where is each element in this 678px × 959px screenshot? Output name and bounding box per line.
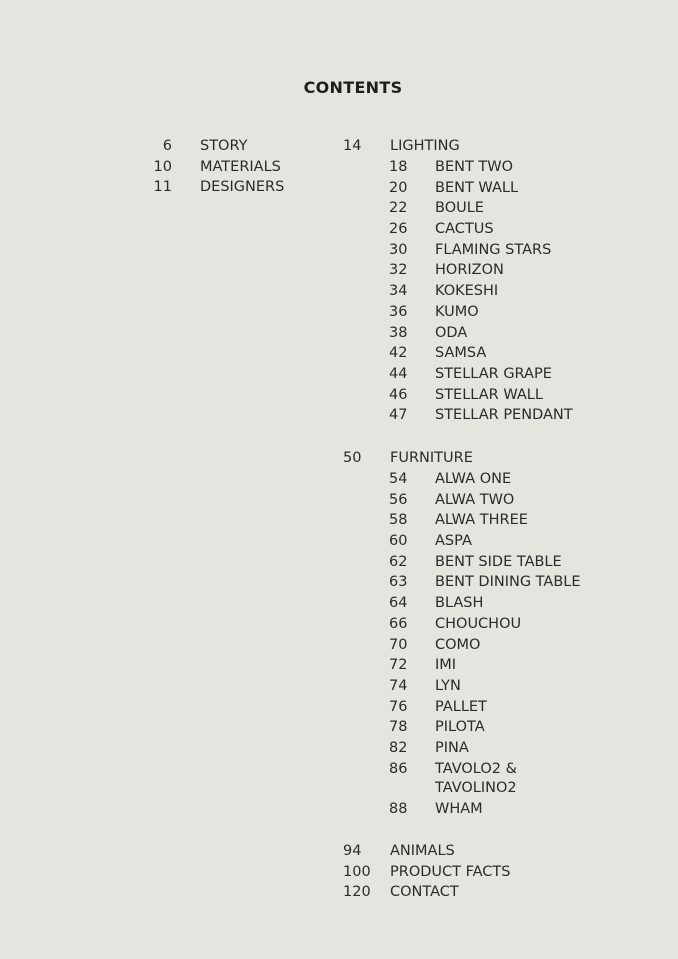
- entry-label: CACTUS: [435, 221, 494, 238]
- entry-label: ALWA THREE: [435, 512, 528, 529]
- entry-label: PALLET: [435, 698, 487, 715]
- page-number: 64: [389, 595, 408, 612]
- entry-label: STORY: [200, 138, 248, 154]
- entry-label: MATERIALS: [200, 158, 281, 175]
- entry-label: ODA: [435, 324, 468, 341]
- entry-label: BLASH: [435, 595, 484, 612]
- page-number: 63: [389, 574, 408, 591]
- page-number: 10: [153, 158, 172, 175]
- page-number: 100: [343, 863, 371, 880]
- page-number: 86: [389, 760, 408, 777]
- page-number: 82: [389, 739, 408, 756]
- entry-label: ALWA TWO: [435, 491, 515, 508]
- entry-label: BENT DINING TABLE: [435, 574, 581, 591]
- entry-label: STELLAR WALL: [435, 386, 543, 403]
- entry-label: PINA: [435, 739, 469, 756]
- entry-label: STELLAR PENDANT: [435, 407, 573, 424]
- page-number: 30: [389, 241, 408, 258]
- entry-label: TAVOLO2 & TAVOLINO2: [435, 760, 517, 796]
- entry-label: SAMSA: [435, 345, 487, 362]
- page-number: 72: [389, 657, 408, 674]
- page-number: 70: [389, 636, 408, 653]
- page-number: 22: [389, 200, 408, 217]
- page-number: 46: [389, 386, 408, 403]
- page-number: 11: [153, 179, 172, 196]
- page-number: 14: [343, 138, 362, 154]
- entry-label: BOULE: [435, 200, 484, 217]
- page-number: 32: [389, 262, 408, 279]
- page-number: 47: [389, 407, 408, 424]
- page-title: CONTENTS: [303, 78, 403, 97]
- page-number: 18: [389, 159, 408, 175]
- page-number: 120: [343, 884, 371, 901]
- page-number: 36: [389, 303, 408, 320]
- section-label: CONTACT: [390, 884, 459, 901]
- entry-label: WHAM: [435, 800, 483, 817]
- entry-label: KOKESHI: [435, 283, 499, 300]
- page-number: 56: [389, 491, 408, 508]
- entry-label: DESIGNERS: [200, 179, 285, 196]
- page-number: 44: [389, 365, 408, 382]
- entry-label: ASPA: [435, 533, 472, 550]
- entry-label: CHOUCHOU: [435, 615, 522, 632]
- section-label: FURNITURE: [390, 450, 473, 466]
- entry-label: BENT SIDE TABLE: [435, 553, 562, 570]
- page-number: 26: [389, 221, 408, 238]
- page-number: 38: [389, 324, 408, 341]
- section-label: PRODUCT FACTS: [390, 863, 511, 880]
- page-number: 76: [389, 698, 408, 715]
- page-number: 50: [343, 450, 362, 466]
- page-number: 78: [389, 719, 408, 736]
- entry-label: BENT TWO: [435, 159, 514, 175]
- page-number: 34: [389, 283, 408, 300]
- page-number: 62: [389, 553, 408, 570]
- entry-label: LYN: [435, 677, 461, 694]
- entry-label: KUMO: [435, 303, 479, 320]
- entry-label: ALWA ONE: [435, 471, 512, 487]
- page-number: 66: [389, 615, 408, 632]
- section-label: ANIMALS: [390, 843, 455, 859]
- page-number: 88: [389, 800, 408, 817]
- page-number: 42: [389, 345, 408, 362]
- page-number: 74: [389, 677, 408, 694]
- entry-label: HORIZON: [435, 262, 504, 279]
- page-number: 20: [389, 179, 408, 196]
- page-number: 6: [162, 138, 172, 154]
- entry-label: PILOTA: [435, 719, 485, 736]
- entry-label: BENT WALL: [435, 179, 519, 196]
- entry-label: IMI: [435, 657, 457, 674]
- page-number: 94: [343, 843, 362, 859]
- entry-label: COMO: [435, 636, 481, 653]
- page-number: 60: [389, 533, 408, 550]
- page-number: 58: [389, 512, 408, 529]
- page-number: 54: [389, 471, 408, 487]
- entry-label: FLAMING STARS: [435, 241, 552, 258]
- section-label: LIGHTING: [390, 138, 460, 154]
- entry-label: STELLAR GRAPE: [435, 365, 552, 382]
